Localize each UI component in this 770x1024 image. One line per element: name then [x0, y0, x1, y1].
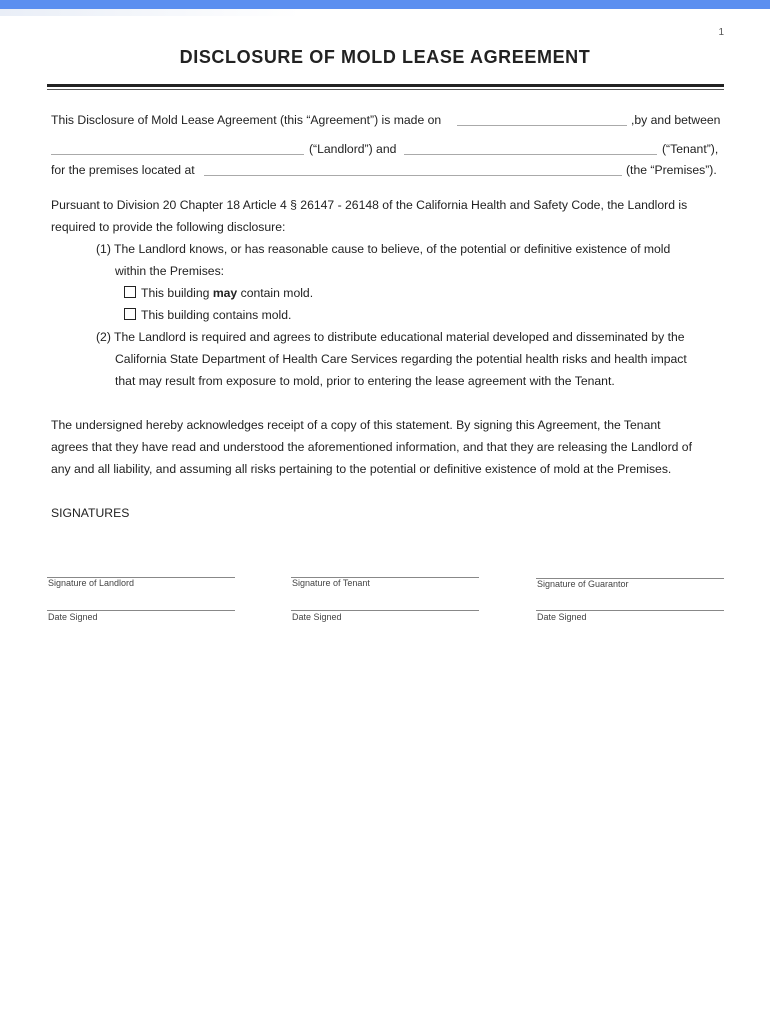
ack-line3: any and all liability, and assuming all risks pertaining to the potential or definitive existence of mold at the Premises.: [51, 462, 672, 476]
tenant-name-field[interactable]: [404, 154, 657, 155]
option-may-pre: This building: [141, 286, 213, 300]
top-accent-bar: [0, 0, 770, 9]
premises-end: (the “Premises”).: [626, 163, 717, 177]
intro-line1-end: ,by and between: [631, 113, 721, 127]
pursuant-line2: required to provide the following disclosure:: [51, 220, 286, 234]
landlord-date-label: Date Signed: [48, 612, 98, 622]
guarantor-date-label: Date Signed: [537, 612, 587, 622]
title-rule-thin: [47, 89, 724, 90]
may-contain-mold-checkbox[interactable]: [124, 286, 136, 298]
landlord-tag: (“Landlord”) and: [309, 142, 397, 156]
option-may-bold: may: [212, 286, 238, 300]
guarantor-signature-label: Signature of Guarantor: [537, 579, 629, 589]
premises-address-field[interactable]: [204, 175, 622, 176]
intro-line1-start: This Disclosure of Mold Lease Agreement (this “Agreement”) is made on: [51, 113, 442, 127]
item2-line1: (2) The Landlord is required and agrees to distribute educational material developed and disseminated by the: [96, 330, 685, 344]
landlord-signature-label: Signature of Landlord: [48, 578, 135, 588]
pursuant-line1: Pursuant to Division 20 Chapter 18 Article 4 § 26147 - 26148 of the California Health and Safety Code, the Landlord is: [51, 198, 688, 212]
guarantor-date-line[interactable]: [536, 610, 724, 611]
tenant-signature-label: Signature of Tenant: [292, 578, 370, 588]
ack-line2: agrees that they have read and understood the aforementioned information, and that they are releasing the Landlord of: [51, 440, 692, 454]
contains-mold-checkbox[interactable]: [124, 308, 136, 320]
item1-line2: within the Premises:: [115, 264, 225, 278]
tenant-date-line[interactable]: [291, 610, 479, 611]
tenant-date-label: Date Signed: [292, 612, 342, 622]
landlord-date-line[interactable]: [47, 610, 235, 611]
title-rule-thick: [47, 84, 724, 87]
item2-line2: California State Department of Health Care Services regarding the potential health risks and health impact: [115, 352, 687, 366]
tenant-tag: (“Tenant”),: [662, 142, 719, 156]
ack-line1: The undersigned hereby acknowledges receipt of a copy of this statement. By signing this Agreement, the Tenant: [51, 418, 661, 432]
landlord-name-field[interactable]: [51, 154, 304, 155]
option-contains: This building contains mold.: [141, 308, 292, 322]
option-may-contain: [141, 286, 313, 300]
top-accent-fade: [0, 9, 300, 16]
page-number: 1: [718, 27, 724, 38]
document-title: DISCLOSURE OF MOLD LEASE AGREEMENT: [179, 47, 591, 67]
signatures-heading: SIGNATURES: [51, 506, 130, 520]
premises-label: for the premises located at: [51, 163, 195, 177]
item2-line3: that may result from exposure to mold, prior to entering the lease agreement with the Tenant.: [115, 374, 615, 388]
option-may-post: contain mold.: [237, 286, 314, 300]
item1-line1: (1) The Landlord knows, or has reasonable cause to believe, of the potential or definitive existence of mold: [96, 242, 671, 256]
agreement-date-field[interactable]: [457, 125, 627, 126]
